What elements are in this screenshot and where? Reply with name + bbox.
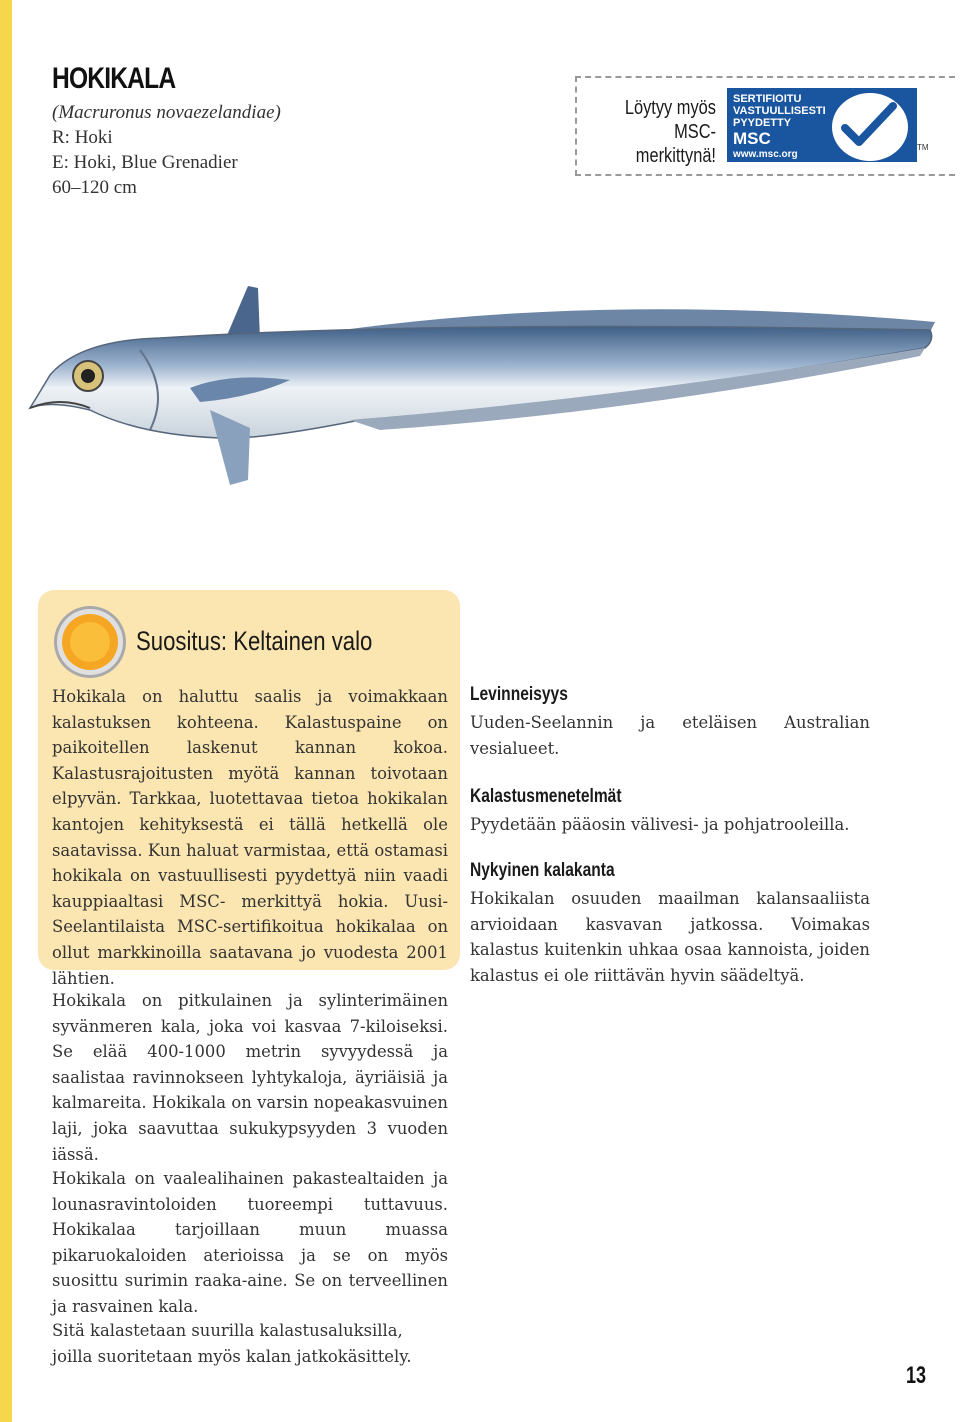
paragraph-description: Hokikala on pitkulainen ja sylinterimäinen syvänmeren kala, joka voi kasvaa 7-kiloiseksi. Se elää 400-1000 metrin syvyydessä ja saalistaa ravinnokseen lyhtykaloja, äyriäisiä ja kalmareita. Hokikala on varsin nopeakasvuinen laji, joka saavuttaa sukukypsyyden 3 vuoden iässä. xyxy=(52,991,448,1164)
english-name: E: Hoki, Blue Grenadier xyxy=(52,152,238,173)
msc-logo-line2: VASTUULLISESTI xyxy=(733,105,826,117)
paragraph-fishing: Sitä kalastetaan suurilla kalastusaluksilla, joilla suoritetaan myös kalan jatkokäsittely. xyxy=(52,1321,412,1366)
page-title: HOKIKALA xyxy=(52,62,176,95)
msc-logo-tm: TM xyxy=(917,143,929,152)
recommendation-text: Hokikala on haluttu saalis ja voimakkaan kalastuksen kohteena. Kalastuspaine on paikoitellen laskenut kannan kokoa. Kalastusrajoitusten myötä kannan toivotaan elpyvän. Tarkkaa, luotettavaa tietoa hokikalan kantojen kehityksestä ei tällä hetkellä ole saatavissa. Kun haluat varmistaa, että ostamasi hokikala on vastuullisesti pyydettyä niin vaadi kauppiaaltasi MSC- merkittyä hokia. Uusi-Seelantilaista MSC-sertifikoitua hokikalaa on ollut markkinoilla saatavana jo vuodesta 2001 lähtien. xyxy=(52,687,448,988)
swedish-name: R: Hoki xyxy=(52,127,113,148)
hoki-fish-illustration xyxy=(20,280,940,510)
page-edge-bar xyxy=(0,0,12,1422)
distribution-heading: Levinneisyys xyxy=(470,684,568,705)
latin-name: (Macruronus novaezelandiae) xyxy=(52,102,281,123)
msc-logo-url: www.msc.org xyxy=(733,149,798,160)
stock-text: Hokikalan osuuden maailman kalansaaliista arvioidaan kasvavan jatkossa. Voimakas kalastus kuitenkin uhkaa osaa kannoista, joiden kalastus ei ole riittävän hyvin säädeltyä. xyxy=(470,889,870,985)
page-number: 13 xyxy=(906,1362,927,1389)
msc-logo-line1: SERTIFIOITU xyxy=(733,93,802,105)
paragraph-usage: Hokikala on vaalealihainen pakastealtaiden ja lounasravintoloiden tuoreempi tuttavuus. Hokikalaa tarjoillaan muun muassa pikaruokaloiden aterioissa ja se on myös suosittu surimin raaka-aine. Se on terveellinen ja rasvainen kala. xyxy=(52,1169,448,1316)
methods-text: Pyydetään pääosin välivesi- ja pohjatrooleilla. xyxy=(470,815,850,834)
distribution-text: Uuden-Seelannin ja eteläisen Australian vesialueet. xyxy=(470,713,870,758)
msc-found-line1: Löytyy myös xyxy=(624,97,716,119)
methods-heading: Kalastusmenetelmät xyxy=(470,786,622,807)
msc-logo-line3: PYYDETTY xyxy=(733,117,792,129)
msc-found-line2: MSC-merkittynä! xyxy=(635,121,716,167)
msc-logo-icon xyxy=(727,88,927,164)
size-range: 60–120 cm xyxy=(52,177,137,198)
traffic-light-icon xyxy=(52,604,128,680)
species-info xyxy=(52,100,281,200)
msc-callout-text xyxy=(600,96,716,168)
stock-heading: Nykyinen kalakanta xyxy=(470,860,615,881)
recommendation-heading: Suositus: Keltainen valo xyxy=(136,626,373,656)
msc-logo-brand: MSC xyxy=(733,129,771,148)
